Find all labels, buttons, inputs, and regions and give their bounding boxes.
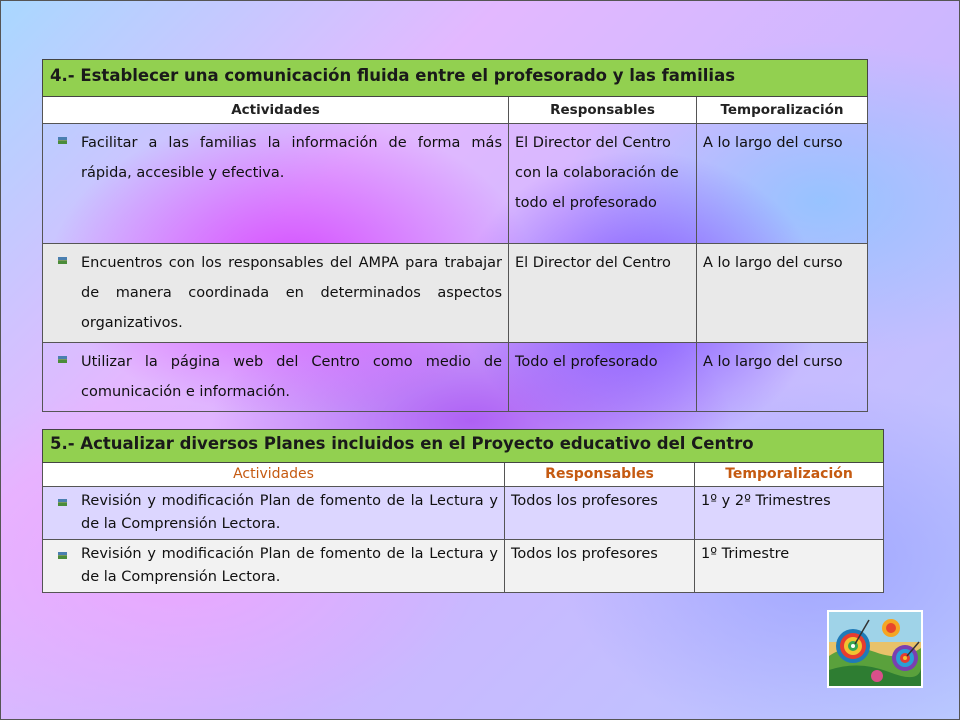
activity-text: Utilizar la página web del Centro como medio de comunicación e información. [81,354,502,400]
column-header-timing: Temporalización [697,97,868,124]
table-row [43,244,868,343]
responsible-cell: El Director del Centro [509,244,697,343]
responsible-cell: Todos los profesores [505,540,695,593]
bullet-icon [43,128,81,188]
table-title: 4.- Establecer una comunicación fluida entre el profesorado y las familias [43,60,868,97]
activity-text: Revisión y modificación Plan de fomento de la Lectura y de la Comprensión Lectora. [81,546,498,585]
responsible-cell: Todo el profesorado [509,343,697,412]
plans-update-table [42,429,884,593]
timing-cell: A lo largo del curso [697,343,868,412]
bullet-icon [43,248,81,338]
activity-cell [43,124,509,244]
responsible-cell: Todos los profesores [505,487,695,540]
table-row [43,343,868,412]
table-row [43,124,868,244]
column-header-responsibles: Responsables [505,463,695,487]
column-header-timing: Temporalización [695,463,884,487]
activity-cell [43,540,505,593]
timing-cell: A lo largo del curso [697,244,868,343]
activity-cell [43,244,509,343]
table-row [43,540,884,593]
responsible-cell: El Director del Centro con la colaboración de todo el profesorado [509,124,697,244]
activity-text: Facilitar a las familias la información de forma más rápida, accesible y efectiva. [81,135,502,181]
activity-cell [43,487,505,540]
activity-cell [43,343,509,412]
table-row [43,487,884,540]
column-header-responsibles: Responsables [509,97,697,124]
bullet-icon [43,347,81,407]
communication-plan-table [42,59,868,412]
column-header-activities: Actividades [43,97,509,124]
activity-text: Revisión y modificación Plan de fomento de la Lectura y de la Comprensión Lectora. [81,493,498,532]
column-header-activities: Actividades [43,463,505,487]
activity-text: Encuentros con los responsables del AMPA para trabajar de manera coordinada en determinados aspectos organizativos. [81,255,502,331]
table-title: 5.- Actualizar diversos Planes incluidos en el Proyecto educativo del Centro [43,430,884,463]
timing-cell: 1º Trimestre [695,540,884,593]
bullet-icon [43,543,81,589]
bullet-icon [43,490,81,536]
timing-cell: A lo largo del curso [697,124,868,244]
school-logo-icon [827,610,923,688]
timing-cell: 1º y 2º Trimestres [695,487,884,540]
